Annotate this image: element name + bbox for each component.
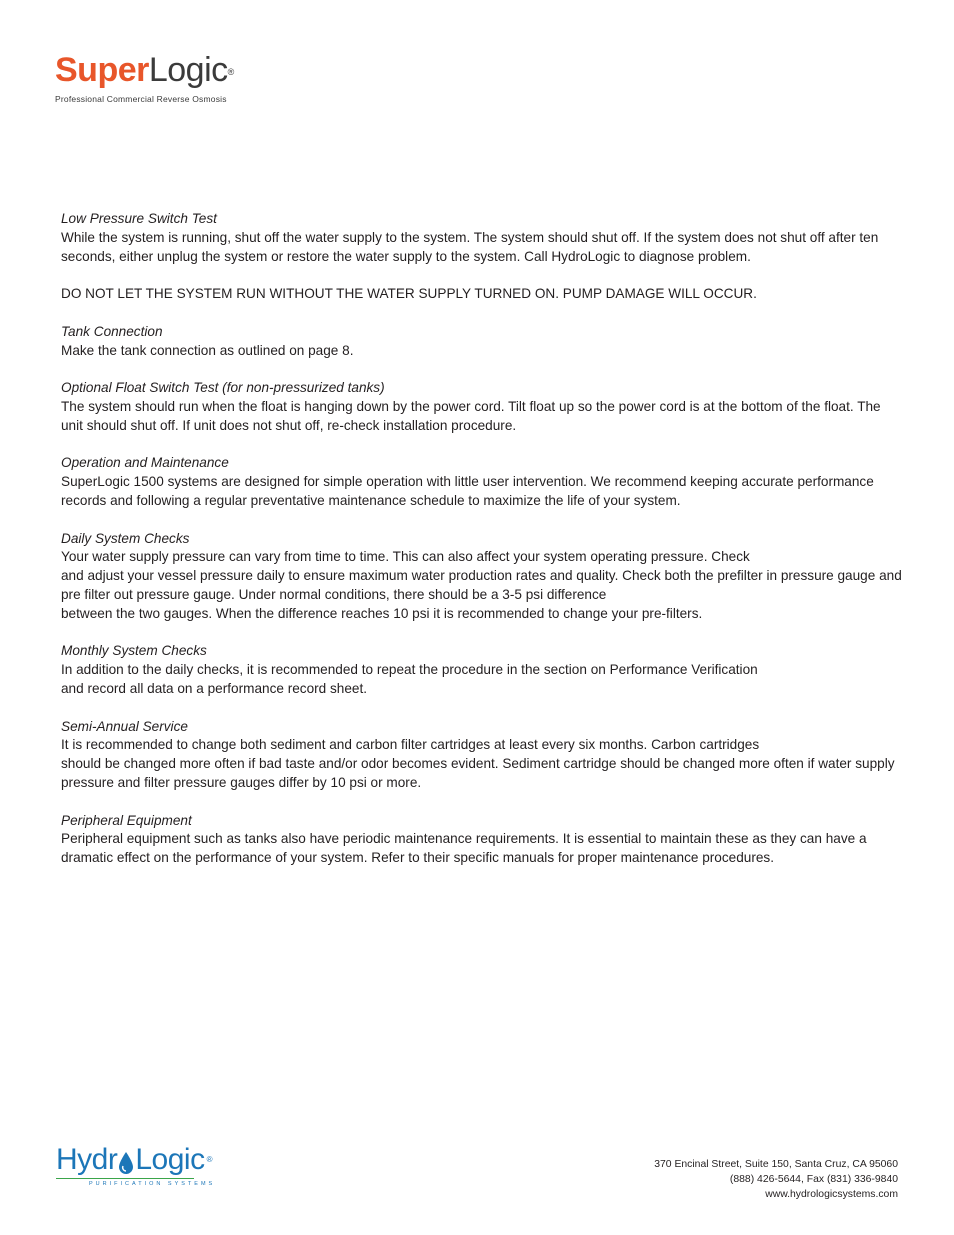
section-body: Peripheral equipment such as tanks also have periodic maintenance requirements. It is essential to maintain these as they can have a dramatic effect on the performance of your system. Refer to their specific manuals for proper maintenance procedures. — [61, 831, 867, 866]
logo-logic-text: Logic — [148, 51, 228, 89]
logo-super-text: Super — [55, 51, 149, 89]
superlogic-wordmark — [55, 52, 234, 88]
section-line: Your water supply pressure can vary from time to time. This can also affect your system operating pressure. Check — [61, 549, 750, 565]
section-heading: Low Pressure Switch Test — [61, 211, 217, 226]
section-operation-maintenance — [61, 454, 906, 510]
section-warning — [61, 285, 906, 304]
superlogic-logo — [55, 52, 234, 104]
section-line: should be changed more often if bad taste and/or odor becomes evident. Sediment cartridge should be changed more often if water supply pressure and filter pressure gauges differ by 10 psi or more. — [61, 756, 895, 790]
hydrologic-wordmark — [56, 1145, 215, 1175]
logo-tagline: Professional Commercial Reverse Osmosis — [55, 94, 227, 104]
section-line: and adjust your vessel pressure daily to ensure maximum water production rates and quality. Check both the prefilter in pressure gauge and pre filter out pressure gauge. Under normal conditions, there should be a 3-5 psi difference — [61, 568, 902, 602]
section-body: While the system is running, shut off the water supply to the system. The system should shut off. If the system does not shut off after ten seconds, either unplug the system or restore the water supply to the system. Call HydroLogic to diagnose problem. — [61, 229, 879, 264]
section-low-pressure-switch-test — [61, 210, 906, 266]
address-street: 370 Encinal Street, Suite 150, Santa Cruz, CA 95060 — [654, 1159, 898, 1170]
warning-text: DO NOT LET THE SYSTEM RUN WITHOUT THE WATER SUPPLY TURNED ON. PUMP DAMAGE WILL OCCUR. — [61, 286, 757, 302]
logo-subtitle: PURIFICATION SYSTEMS — [89, 1181, 216, 1187]
section-line: In addition to the daily checks, it is recommended to repeat the procedure in the section on Performance Verification — [61, 662, 758, 678]
section-heading: Optional Float Switch Test (for non-pressurized tanks) — [61, 380, 385, 396]
section-peripheral-equipment — [61, 812, 906, 868]
logo-logic-text: Logic — [135, 1143, 205, 1176]
section-heading: Peripheral Equipment — [61, 812, 192, 828]
section-body: Make the tank connection as outlined on page 8. — [61, 342, 354, 358]
company-address — [654, 1157, 898, 1202]
hydrologic-logo — [56, 1145, 215, 1187]
logo-hydr-text: Hydr — [56, 1143, 118, 1176]
registered-mark: ® — [227, 67, 234, 77]
section-body: The system should run when the float is hanging down by the power cord. Tilt float up so the power cord is at the bottom of the float. The unit should shut off. If unit does not shut off, re-check installation procedure. — [61, 398, 881, 433]
section-heading: Monthly System Checks — [61, 643, 207, 659]
section-heading: Operation and Maintenance — [61, 455, 229, 471]
section-line: It is recommended to change both sediment and carbon filter cartridges at least every six months. Carbon cartridges — [61, 737, 760, 753]
section-daily-system-checks — [61, 530, 906, 624]
section-line: between the two gauges. When the difference reaches 10 psi it is recommended to change your pre-filters. — [61, 605, 703, 621]
section-heading: Semi-Annual Service — [61, 718, 188, 734]
document-body — [61, 210, 906, 887]
address-website: www.hydrologicsystems.com — [765, 1189, 898, 1200]
section-monthly-system-checks — [61, 642, 906, 698]
logo-underline — [56, 1178, 194, 1179]
section-heading: Tank Connection — [61, 323, 163, 339]
section-line: and record all data on a performance record sheet. — [61, 680, 368, 696]
address-phone: (888) 426-5644, Fax (831) 336-9840 — [729, 1174, 898, 1185]
registered-mark: ® — [206, 1155, 212, 1164]
section-heading: Daily System Checks — [61, 530, 190, 546]
section-body: SuperLogic 1500 systems are designed for simple operation with little user intervention. We recommend keeping accurate performance records and following a regular preventative maintenance schedule to maximize the life of your system. — [61, 474, 874, 508]
section-tank-connection — [61, 323, 906, 361]
section-float-switch-test — [61, 379, 906, 435]
water-drop-icon — [118, 1151, 134, 1175]
section-semi-annual-service — [61, 718, 906, 793]
